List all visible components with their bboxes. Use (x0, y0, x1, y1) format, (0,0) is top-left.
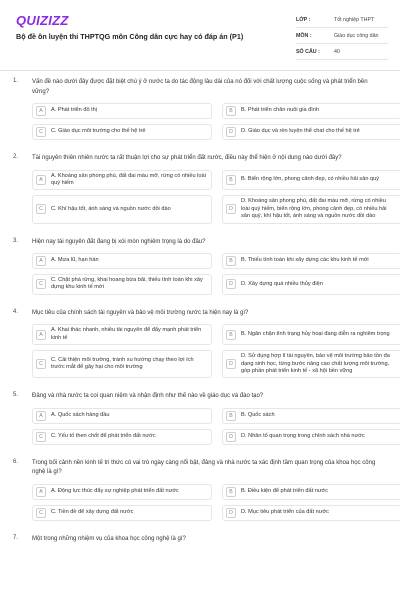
option-text: A. Quốc sách hàng đầu (51, 412, 110, 419)
question-2 (0, 152, 400, 224)
header-divider (0, 70, 400, 71)
answer-option-c[interactable] (32, 429, 212, 445)
option-letter-box: B (226, 411, 236, 421)
answer-option-d[interactable] (222, 429, 400, 445)
meta-row-lop (296, 12, 388, 28)
option-text: B. Quốc sách (241, 412, 275, 419)
option-text: C. Chặt phá rừng, khai hoang bừa bãi, thiếu tính toán khi xây dựng khu kinh tế mới (51, 277, 203, 291)
answer-option-d[interactable] (222, 274, 400, 295)
answer-option-b[interactable] (222, 253, 400, 269)
option-text: A. Khoáng sản phong phú, đất đai màu mỡ, rừng có nhiều loài quý hiếm (51, 172, 206, 186)
question-text: Tài nguyên thiên nhiên nước ta rất thuận lợi cho sự phát triển đất nước, điều này thể hiện ở nội dung nào dưới đây? (32, 155, 342, 161)
option-letter-box: A (36, 487, 46, 497)
option-text: C. Cải thiện môi trường, tránh xu hướng chạy theo lợi ích trước mắt để gây hại cho môi trường (51, 356, 194, 371)
question-text: Hiện nay tài nguyên đất đang bị xói mòn nghiêm trọng là do đâu? (32, 238, 206, 245)
meta-label-mon: MÔN : (296, 32, 312, 39)
meta-value-socau: 40 (334, 48, 340, 55)
page-header (0, 0, 400, 66)
question-text: Mục tiêu của chính sách tài nguyên và bảo vệ môi trường nước ta hiện nay là gì? (32, 309, 249, 316)
option-letter-box: C (36, 359, 46, 369)
answer-option-d[interactable] (222, 505, 400, 521)
page-title: Bộ đề ôn luyện thi THPTQG môn Công dân cực hay có đáp án (P1) (16, 32, 244, 41)
question-7 (0, 533, 400, 545)
option-text: A. Mưa lũ, hạn hán (51, 257, 99, 264)
answer-option-c[interactable] (32, 195, 212, 223)
option-letter-box: A (36, 330, 46, 340)
question-text: Trong bối cảnh nền kinh tế tri thức có vai trò ngày càng nổi bật, đảng và nhà nước ta xác định tầm quan trọng của khoa học công nghệ là gì? (32, 459, 376, 476)
answer-options (32, 253, 384, 295)
question-text: Một trong những nhiệm vụ của khoa học công nghệ là gì? (32, 535, 186, 542)
option-letter-box: D (226, 127, 236, 137)
meta-value-mon: Giáo dục công dân (334, 32, 379, 39)
document-meta (296, 12, 388, 60)
option-letter-box: A (36, 411, 46, 421)
answer-option-b[interactable] (222, 408, 400, 424)
answer-options (32, 484, 384, 521)
answer-option-a[interactable] (32, 484, 212, 500)
question-text: Đảng và nhà nước ta coi quan niệm và nhận định như thế nào về giáo dục và đào tạo? (32, 393, 264, 400)
option-letter-box: D (226, 432, 236, 442)
option-text: D. Giáo dục và rèn luyện thể chat cho thế hệ trẻ (241, 128, 360, 135)
option-text: D. Xây dựng quá nhiều thủy điện (241, 280, 323, 287)
answer-option-d[interactable] (222, 350, 400, 378)
question-number: 6. (13, 458, 19, 465)
option-letter-box: D (226, 204, 236, 214)
option-text: C. Tiền đề để xây dựng đất nước (51, 509, 134, 516)
answer-option-b[interactable] (222, 103, 400, 119)
option-letter-box: B (226, 175, 236, 185)
option-text: D. Khoáng sản phong phú, đất đai màu mỡ, rừng có nhiều loài quý hiếm, biển rộng lớn, phong cảnh đẹp, có nhiều hải sản quý, khí hậu tốt, ánh sáng và nguồn nước dồi dào (241, 198, 387, 220)
option-text: A. Động lực thúc đẩy sự nghiệp phát triển đất nước (51, 488, 179, 495)
question-number: 4. (13, 308, 19, 315)
option-text: D. Nhân tố quan trọng trong chính sách nhà nước (241, 433, 365, 440)
answer-option-b[interactable] (222, 324, 400, 345)
option-letter-box: B (226, 256, 236, 266)
question-4 (0, 307, 400, 379)
answer-options (32, 170, 387, 224)
question-number: 7. (13, 534, 19, 541)
option-letter-box: C (36, 127, 46, 137)
option-text: B. Thiếu tính toán khi xây dựng các khu kinh tế mới (241, 257, 369, 264)
option-text: B. Biển rộng lớn, phong cảnh đẹp, có nhiều hải sản quý (241, 176, 380, 183)
answer-option-a[interactable] (32, 408, 212, 424)
option-letter-box: A (36, 106, 46, 116)
option-letter-box: C (36, 508, 46, 518)
option-text: B. Điều kiện để phát triển đất nước (241, 488, 329, 495)
answer-option-a[interactable] (32, 170, 212, 191)
meta-label-socau: SỐ CÂU : (296, 48, 320, 55)
meta-row-mon (296, 28, 388, 44)
option-text: B. Phát triển chăn nuôi gia đình (241, 107, 320, 114)
answer-option-c[interactable] (32, 124, 212, 140)
question-list (0, 76, 400, 544)
option-text: C. Yếu tố then chốt để phát triển đất nước (51, 433, 156, 440)
question-6 (0, 457, 400, 521)
answer-option-a[interactable] (32, 103, 212, 119)
option-letter-box: C (36, 432, 46, 442)
answer-option-a[interactable] (32, 324, 212, 345)
option-letter-box: D (226, 508, 236, 518)
answer-option-c[interactable] (32, 350, 212, 378)
answer-options (32, 408, 384, 445)
answer-option-d[interactable] (222, 124, 400, 140)
answer-option-b[interactable] (222, 484, 400, 500)
question-number: 5. (13, 392, 19, 399)
option-letter-box: C (36, 279, 46, 289)
option-letter-box: B (226, 487, 236, 497)
question-number: 3. (13, 237, 19, 244)
answer-options (32, 103, 384, 140)
question-1 (0, 76, 400, 140)
option-letter-box: D (226, 359, 236, 369)
quizizz-logo: QUIZIZZ (16, 13, 69, 28)
option-text: B. Ngăn chặn tình trạng hủy hoại đang diễn ra nghiêm trọng (241, 331, 390, 338)
question-number: 1. (13, 78, 19, 84)
option-text: A. Khai thác nhanh, nhiều tài nguyên để đẩy mạnh phát triển kinh tế (51, 327, 202, 341)
option-text: A. Phát triển đô thị (51, 107, 98, 114)
option-letter-box: B (226, 106, 236, 116)
option-letter-box: A (36, 175, 46, 185)
option-text: D. Sử dụng hợp lí tài nguyên, bảo vệ môi trường bảo tồn đa dạng sinh học, từng bước nâng cao chất lượng môi trường, góp phần phát triển kinh tế - xã hội bền vững (241, 353, 390, 374)
answer-option-b[interactable] (222, 170, 400, 191)
option-text: D. Mục tiêu phát triển của đất nước (241, 509, 329, 516)
option-text: C. Khí hậu tốt, ánh sáng và nguồn nước dồi dào (51, 205, 171, 212)
answer-options (32, 324, 390, 378)
answer-option-a[interactable] (32, 253, 212, 269)
answer-option-d[interactable] (222, 195, 400, 223)
option-letter-box: D (226, 279, 236, 289)
meta-label-lop: LỚP : (296, 16, 311, 23)
question-3 (0, 236, 400, 295)
answer-option-c[interactable] (32, 505, 212, 521)
meta-row-socau (296, 44, 388, 60)
question-text: Vấn đề nào dưới đây được đặt biệt chú ý ở nước ta do tác động lâu dài của nó đối với chất lượng cuộc sống và phát triển bền vững? (32, 79, 368, 95)
option-letter-box: B (226, 330, 236, 340)
option-text: C. Giáo dục môi trường cho thế hệ trẻ (51, 128, 146, 135)
question-number: 2. (13, 154, 19, 160)
question-5 (0, 390, 400, 445)
option-letter-box: C (36, 204, 46, 214)
option-letter-box: A (36, 256, 46, 266)
meta-value-lop: Tốt nghiệp THPT (334, 16, 375, 23)
answer-option-c[interactable] (32, 274, 212, 295)
